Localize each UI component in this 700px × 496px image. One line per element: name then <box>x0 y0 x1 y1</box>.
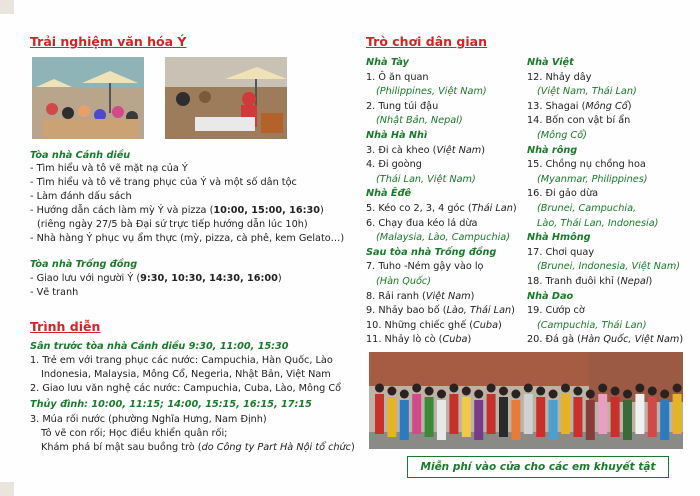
game-label: 13. Shagai ( <box>527 100 586 112</box>
meet-item <box>30 273 282 285</box>
perf-line: Indonesia, Malaysia, Mông Cổ, Negeria, Nhật Bản, Việt Nam <box>41 369 331 380</box>
game-close: ) <box>467 334 472 346</box>
child-figure <box>611 397 620 437</box>
game-label: 10. Những chiếc ghế ( <box>366 319 474 331</box>
child-figure <box>437 400 446 440</box>
child-figure <box>598 394 607 434</box>
game-origin: (Việt Nam, Thái Lan) <box>537 86 637 98</box>
game-origin: (Thái Lan, Việt Nam) <box>376 173 476 185</box>
child-head <box>425 387 434 396</box>
game-origin: Cuba <box>473 319 499 331</box>
game-label: 9. Nhảy bao bố ( <box>366 305 447 317</box>
child-head <box>648 387 657 396</box>
child-figure <box>375 394 384 434</box>
free-entry-badge: Miễn phí vào cửa cho các em khuyết tật <box>407 456 669 478</box>
game-origin: (Myanmar, Philippines) <box>537 173 648 185</box>
child-figure <box>573 397 582 437</box>
child-head <box>437 390 446 399</box>
game-item <box>527 101 632 113</box>
game-item <box>527 276 652 288</box>
perf-line: 2. Giao lưu văn nghệ các nước: Campuchia, Cuba, Lào, Mông Cổ <box>30 383 342 394</box>
game-close: ) <box>648 276 653 287</box>
explore-prefix: Khám phá bí mật sau buồng trò ( <box>41 442 202 453</box>
game-close: ) <box>481 144 486 156</box>
game-origin: (Mông Cổ) <box>537 130 587 141</box>
game-origin: Hàn Quốc, Việt Nam <box>580 334 680 346</box>
child-head <box>673 384 682 393</box>
child-figure <box>487 394 496 434</box>
game-item: 1. Ô ăn quan <box>366 71 429 83</box>
game-close: ) <box>498 319 502 331</box>
game-origin: Việt Nam <box>425 290 471 302</box>
game-origin: (Malaysia, Lào, Campuchia) <box>376 232 510 244</box>
game-item: 4. Đi goòng <box>366 159 422 171</box>
child-head <box>387 387 396 396</box>
child-figure <box>623 400 632 440</box>
water-heading: Thủy đình: 10:00, 11:15; 14:00, 15:15, 16:15, 17:15 <box>30 399 312 410</box>
game-origin: (Brunei, Indonesia, Việt Nam) <box>537 261 681 273</box>
game-item: 17. Chơi quay <box>527 246 595 258</box>
pizza-times: 10:00, 15:00, 16:30 <box>213 205 320 216</box>
game-house-heading: Nhà Việt <box>527 57 574 68</box>
child-figure <box>511 400 520 440</box>
child-figure <box>635 394 644 434</box>
explore-line <box>41 442 355 454</box>
child-figure <box>549 400 558 440</box>
front-heading: Sân trước tòa nhà Cánh diều 9:30, 11:00, 15:30 <box>30 341 289 352</box>
meet-close: ) <box>277 273 282 284</box>
child-head <box>623 390 632 399</box>
culture-item: - Tìm hiểu và tô vẽ mặt nạ của Ý <box>30 163 188 174</box>
child-figure <box>561 394 570 434</box>
culture-item-pizza <box>30 205 324 217</box>
game-house-heading: Nhà Tày <box>366 57 409 68</box>
child-head <box>449 384 458 393</box>
restaurant-crowd-photo <box>32 57 144 139</box>
game-origin: Lào, Thái Lan, Indonesia) <box>537 217 659 229</box>
game-label: 3. Đi cà kheo ( <box>366 144 437 156</box>
game-house-heading: Nhà Hmông <box>527 232 591 244</box>
game-label: 20. Đá gà ( <box>527 334 581 346</box>
game-label: 11. Nhảy lò cò ( <box>366 334 443 346</box>
game-label: 8. Rải ranh ( <box>366 290 426 302</box>
game-item <box>366 203 517 215</box>
child-head <box>400 390 409 399</box>
game-item <box>366 305 515 317</box>
child-head <box>549 390 558 399</box>
game-item: 15. Chồng nụ chồng hoa <box>527 159 646 171</box>
canhdieu-heading: Tòa nhà Cánh diều <box>30 150 131 161</box>
child-figure <box>673 394 682 434</box>
game-label: 18. Tranh đuôi khỉ ( <box>527 276 621 287</box>
child-head <box>462 387 471 396</box>
game-item: 19. Cướp cờ <box>527 305 585 317</box>
game-item <box>366 291 474 303</box>
culture-item: - Hướng dẫn cách làm mỳ Ý và pizza ( <box>30 205 214 216</box>
game-item <box>366 334 471 346</box>
game-label: 5. Kéo co 2, 3, 4 góc ( <box>366 203 472 214</box>
game-origin: (Hàn Quốc) <box>376 276 432 287</box>
child-figure <box>648 397 657 437</box>
culture-item: - Nhà hàng Ý phục vụ ẩm thực (mỳ, pizza, cà phê, kem Gelato…) <box>30 233 345 244</box>
child-head <box>524 384 533 393</box>
game-origin: Mông Cổ <box>585 100 628 112</box>
corner-decoration <box>0 482 14 496</box>
game-item: 12. Nhảy dây <box>527 71 592 83</box>
perf-title: Trình diễn <box>30 319 101 334</box>
child-figure <box>387 397 396 437</box>
child-head <box>487 384 496 393</box>
culture-item: - Tìm hiểu và tô vẽ trang phục của Ý và một số dân tộc <box>30 177 297 188</box>
game-item <box>527 334 683 346</box>
pizza-close: ) <box>319 205 324 216</box>
culture-title: Trải nghiệm văn hóa Ý <box>30 34 187 49</box>
child-head <box>499 387 508 396</box>
corner-decoration <box>0 0 14 14</box>
child-figure <box>536 397 545 437</box>
game-origin: Thái Lan <box>471 203 513 214</box>
child-head <box>375 384 384 393</box>
water-line: 3. Múa rối nước (phường Nghĩa Hưng, Nam Định) <box>30 414 267 425</box>
game-item: 6. Chạy đua kéo lá dừa <box>366 217 478 229</box>
child-head <box>474 390 483 399</box>
child-figure <box>449 394 458 434</box>
culture-item: (riêng ngày 27/5 bà Đại sứ trực tiếp hướng dẫn lúc 10h) <box>37 219 308 230</box>
game-origin: Lào, Thái Lan <box>446 305 512 317</box>
meet-prefix: - Giao lưu với người Ý ( <box>30 273 141 284</box>
game-close: ) <box>627 100 632 112</box>
game-origin: (Philippines, Việt Nam) <box>376 86 487 98</box>
trongdong-heading: Tòa nhà Trống đồng <box>30 259 138 270</box>
child-figure <box>400 400 409 440</box>
child-head <box>635 384 644 393</box>
explore-org: do Công ty Part Hà Nội tổ chức <box>201 442 352 453</box>
game-item: 14. Bốn con vật bí ẩn <box>527 115 631 127</box>
perf-line: 1. Trẻ em với trang phục các nước: Campuchia, Hàn Quốc, Lào <box>30 355 333 366</box>
water-line: Tô vẽ con rối; Học điều khiển quân rối; <box>41 428 228 439</box>
child-head <box>511 390 520 399</box>
child-figure <box>586 400 595 440</box>
child-figure <box>524 394 533 434</box>
game-origin: (Brunei, Campuchia, <box>537 203 637 214</box>
game-house-heading: Nhà Dao <box>527 290 574 302</box>
game-house-heading: Sau tòa nhà Trống đồng <box>366 246 497 258</box>
game-item: 2. Tung túi đậu <box>366 100 439 112</box>
child-figure <box>462 397 471 437</box>
pizza-stall-photo <box>165 57 287 139</box>
game-origin: (Nhật Bản, Nepal) <box>376 115 463 127</box>
game-origin: Việt Nam <box>436 144 482 156</box>
child-figure <box>474 400 483 440</box>
child-figure <box>499 397 508 437</box>
game-item <box>366 145 485 157</box>
culture-item: - Làm đánh dấu sách <box>30 191 132 202</box>
child-head <box>611 387 620 396</box>
game-close: ) <box>512 203 517 214</box>
game-origin: Nepal <box>620 276 649 287</box>
game-item: 16. Đi gảo dừa <box>527 188 599 200</box>
game-origin: Cuba <box>442 334 468 346</box>
explore-close: ) <box>351 442 355 453</box>
game-item <box>366 320 502 332</box>
child-head <box>598 384 607 393</box>
game-close: ) <box>511 305 515 317</box>
game-house-heading: Nhà Êđê <box>366 188 412 200</box>
children-costumes-photo <box>369 352 683 449</box>
child-figure <box>660 400 669 440</box>
child-head <box>660 390 669 399</box>
games-title: Trò chơi dân gian <box>366 34 487 49</box>
child-head <box>561 384 570 393</box>
game-house-heading: Nhà rông <box>527 144 578 156</box>
game-close: ) <box>679 334 684 346</box>
game-close: ) <box>470 290 475 302</box>
child-head <box>586 390 595 399</box>
meet-times: 9:30, 10:30, 14:30, 16:00 <box>140 273 278 284</box>
game-origin: (Campuchia, Thái Lan) <box>537 319 647 331</box>
child-head <box>573 387 582 396</box>
child-head <box>536 387 545 396</box>
child-figure <box>412 394 421 434</box>
game-item: 7. Tuho -Ném gậy vào lọ <box>366 261 484 273</box>
child-head <box>412 384 421 393</box>
game-house-heading: Nhà Hà Nhì <box>366 130 428 141</box>
child-figure <box>425 397 434 437</box>
draw-item: - Vẽ tranh <box>30 287 79 298</box>
